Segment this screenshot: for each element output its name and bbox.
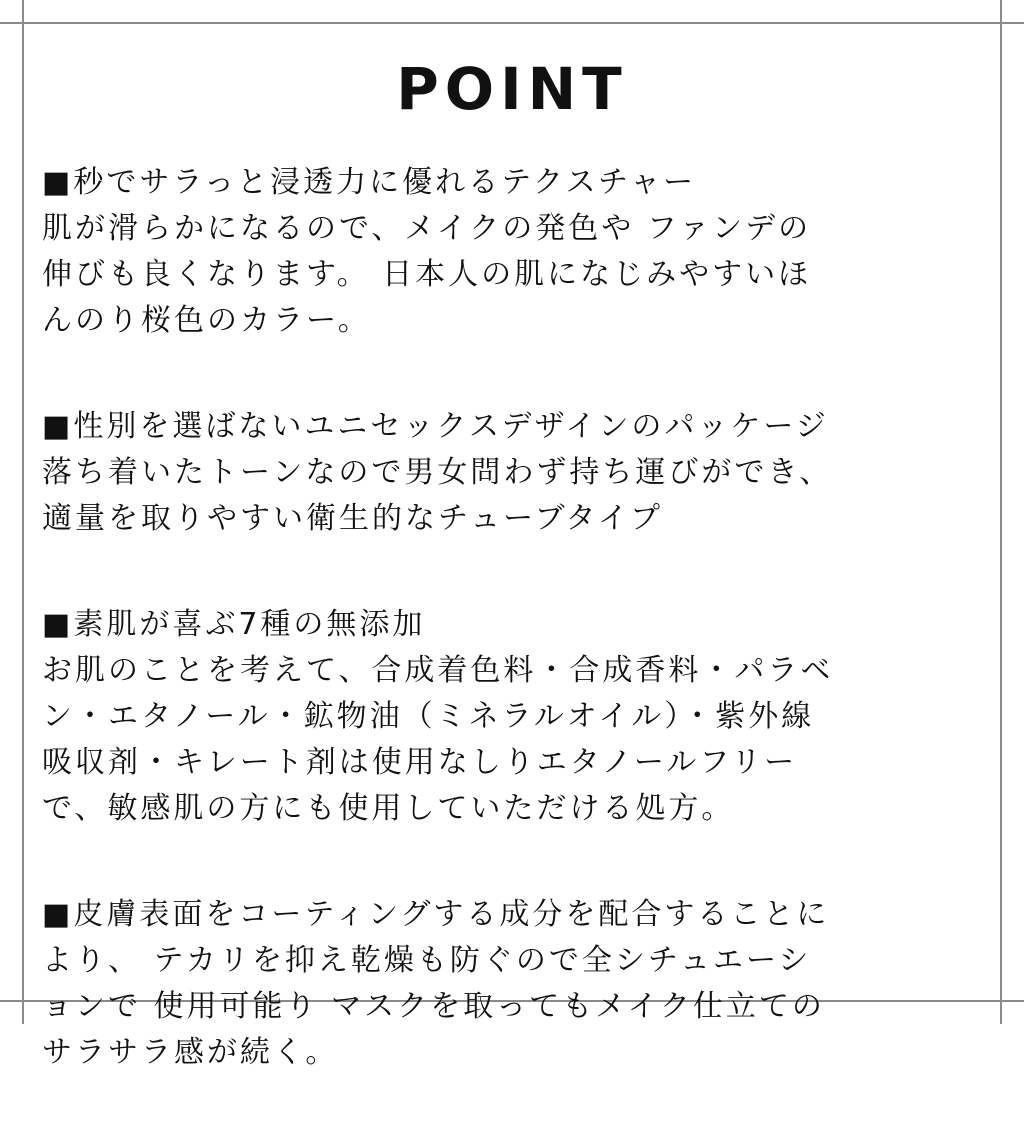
point-section-coating — [42, 892, 992, 1076]
section-line: ■秒でサラっと浸透力に優れるテクスチャー — [42, 165, 697, 200]
point-section-texture — [42, 160, 992, 344]
frame-line-left — [22, 0, 24, 1024]
section-line: ン・エタノール・鉱物油（ミネラルオイル）・紫外線 — [42, 699, 815, 734]
section-line: 伸びも良くなります。 日本人の肌になじみやすいほ — [42, 257, 812, 292]
section-line: ■皮膚表面をコーティングする成分を配合することに — [42, 897, 830, 932]
section-line: ョンで 使用可能り マスクを取ってもメイク仕立ての — [42, 989, 825, 1024]
point-content — [42, 160, 992, 1136]
page-title: POINT — [396, 55, 628, 123]
section-line: より、 テカリを抑え乾燥も防ぐので全シチュエーシ — [42, 943, 812, 978]
point-section-additive-free — [42, 602, 992, 832]
point-section-package — [42, 404, 992, 542]
section-line: で、敏感肌の方にも使用していただける処方。 — [42, 791, 735, 826]
section-line: お肌のことを考えて、合成着色料・合成香料・パラベ — [42, 653, 834, 688]
section-line: ■性別を選ばないユニセックスデザインのパッケージ — [42, 409, 829, 444]
section-line: 肌が滑らかになるので、メイクの発色や ファンデの — [42, 211, 812, 246]
section-line: 落ち着いたトーンなので男女問わず持ち運びができ、 — [42, 455, 833, 490]
section-line: サラサラ感が続く。 — [42, 1035, 339, 1070]
frame-line-top — [0, 22, 1024, 24]
section-line: 吸収剤・キレート剤は使用なしりエタノールフリー — [42, 745, 798, 780]
section-line: んのり桜色のカラー。 — [42, 303, 371, 338]
section-line: ■素肌が喜ぶ7種の無添加 — [42, 607, 426, 642]
section-line: 適量を取りやすい衛生的なチューブタイプ — [42, 501, 663, 536]
frame-line-right — [1000, 0, 1002, 1024]
